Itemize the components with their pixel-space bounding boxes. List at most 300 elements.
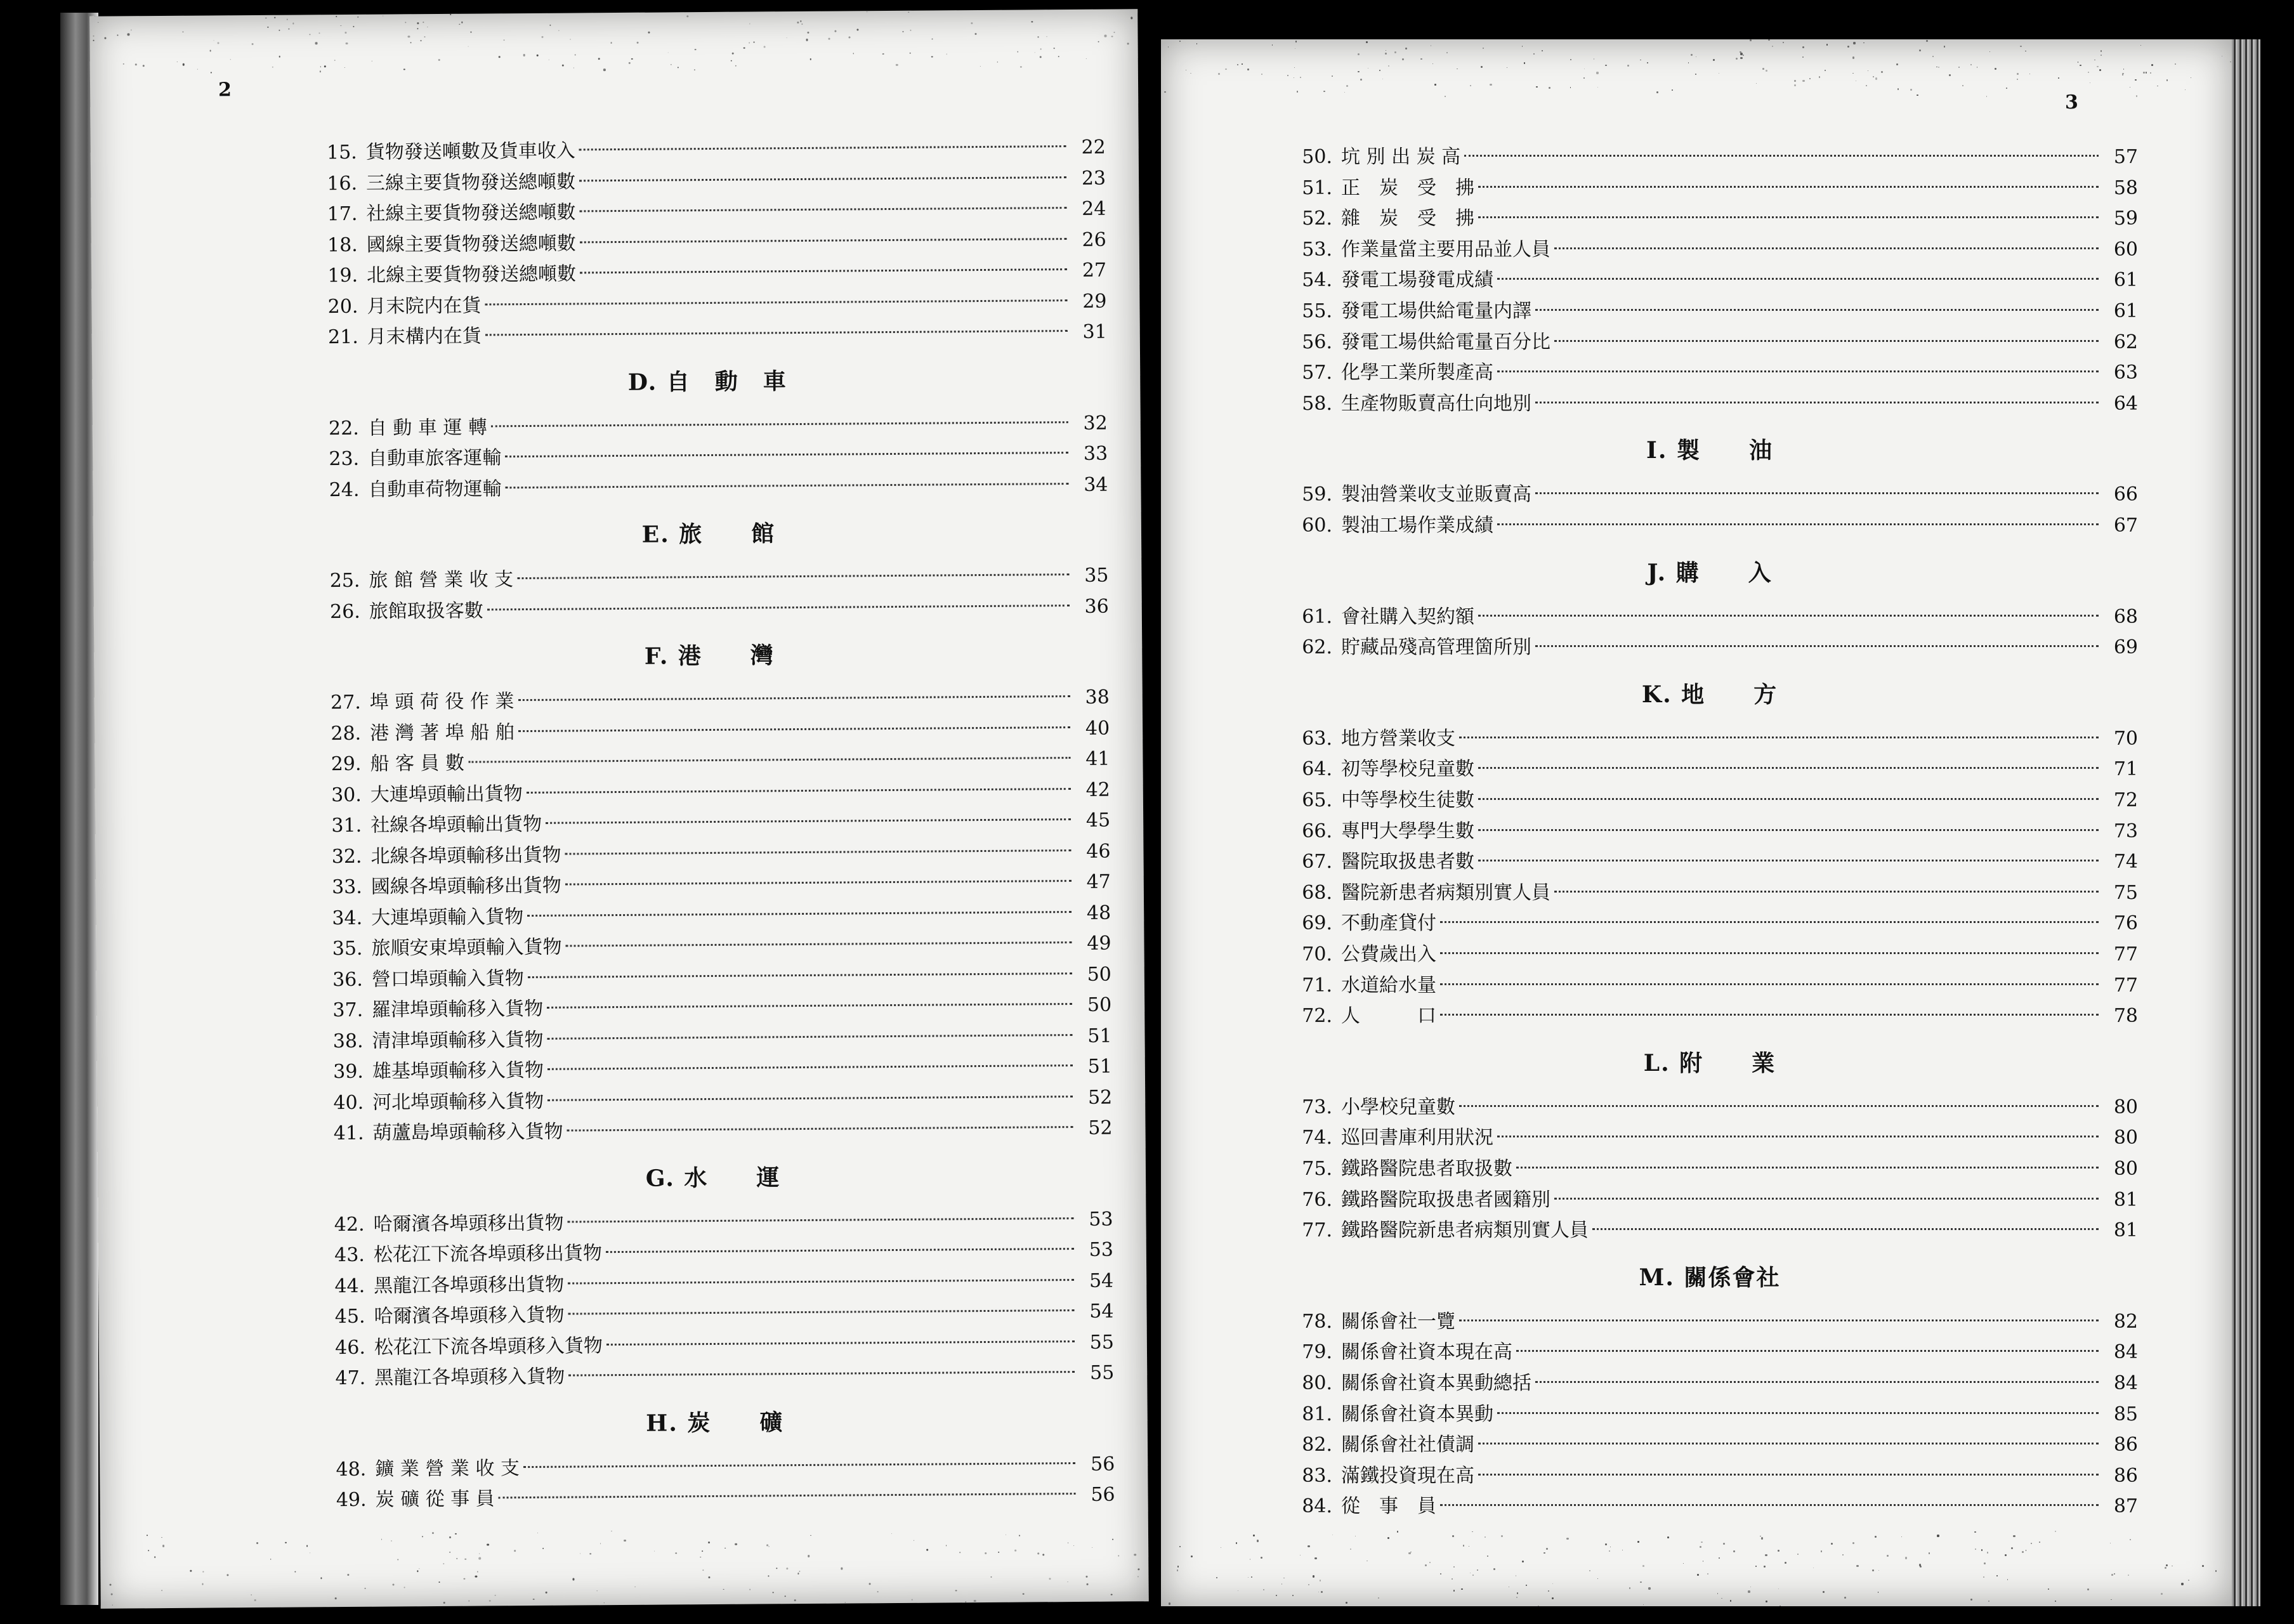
entry-title: 鐵路醫院新患者病類別實人員: [1341, 1219, 1589, 1242]
left-page: [89, 9, 1148, 1608]
entry-number: 68.: [1302, 881, 1332, 904]
dot-leader: [1592, 1228, 2099, 1230]
paper-speck: [1640, 1581, 1641, 1583]
entry-number: 54.: [1302, 269, 1332, 292]
paper-speck: [1766, 70, 1767, 72]
paper-speck: [1852, 56, 1854, 58]
entry-number: 30.: [331, 783, 362, 806]
paper-speck: [1981, 1549, 1983, 1551]
paper-speck: [776, 1568, 777, 1569]
entry-page-number: 80: [2113, 1127, 2138, 1149]
dot-leader: [565, 849, 1071, 855]
entry-page-number: 78: [2113, 1005, 2138, 1028]
paper-speck: [810, 1535, 811, 1536]
entry-title: 自動車旅客運輸: [368, 447, 502, 470]
paper-speck: [176, 61, 177, 62]
paper-speck: [1366, 41, 1368, 43]
paper-speck: [533, 1599, 534, 1600]
paper-speck: [603, 69, 605, 71]
entry-page-number: 23: [1081, 167, 1106, 190]
entry-title: 哈爾濱各埠頭移入貨物: [374, 1304, 565, 1328]
dot-leader: [580, 268, 1067, 273]
paper-speck: [1755, 1566, 1757, 1567]
paper-speck: [197, 69, 198, 70]
entry-title: 黑龍江各埠頭移入貨物: [374, 1365, 565, 1389]
entry-page-number: 46: [1086, 840, 1111, 863]
paper-speck: [2011, 1547, 2013, 1549]
paper-speck: [1218, 73, 1220, 75]
entry-title: 關係會社社債調: [1341, 1434, 1474, 1457]
paper-speck: [1032, 21, 1033, 22]
paper-speck: [503, 39, 504, 41]
paper-speck: [1988, 1601, 1989, 1602]
toc-entry: [315, 1330, 1114, 1361]
paper-speck: [499, 56, 501, 58]
paper-speck: [1987, 1552, 1988, 1553]
paper-speck: [598, 58, 600, 60]
toc-entry: [1281, 1402, 2138, 1427]
paper-speck: [1177, 1566, 1179, 1568]
paper-speck: [1114, 32, 1115, 33]
entry-number: 21.: [327, 325, 358, 349]
paper-speck: [1609, 1550, 1610, 1552]
entry-page-number: 56: [1091, 1483, 1115, 1506]
paper-speck: [1938, 67, 1939, 68]
entry-number: 53.: [1302, 238, 1332, 261]
paper-speck: [1308, 1584, 1309, 1585]
dot-leader: [568, 1217, 1074, 1223]
paper-speck: [2055, 1531, 2056, 1532]
paper-speck: [1743, 55, 1744, 56]
dot-leader: [485, 299, 1067, 305]
entry-page-number: 84: [2113, 1341, 2138, 1364]
paper-speck: [1472, 1575, 1474, 1576]
dot-leader: [527, 788, 1071, 794]
dot-leader: [1478, 829, 2099, 831]
toc-entry: [311, 777, 1110, 808]
paper-speck: [1713, 59, 1715, 61]
entry-page-number: 24: [1082, 197, 1106, 220]
paper-speck: [381, 1539, 383, 1540]
paper-speck: [908, 11, 909, 12]
paper-speck: [443, 1602, 445, 1604]
paper-speck: [1190, 73, 1191, 74]
paper-speck: [631, 58, 632, 60]
paper-speck: [2172, 1566, 2173, 1567]
toc-entry: [1281, 1095, 2138, 1120]
entry-title: 關係會社一覽: [1341, 1310, 1455, 1333]
toc-entry: [1281, 726, 2138, 752]
paper-speck: [1656, 91, 1658, 93]
entry-number: 65.: [1302, 789, 1332, 811]
dot-leader: [1554, 247, 2099, 249]
paper-speck: [1434, 84, 1436, 85]
paper-speck: [1038, 1553, 1040, 1555]
paper-speck: [2006, 88, 2007, 89]
dot-leader: [468, 757, 1070, 763]
paper-speck: [735, 65, 737, 66]
entry-page-number: 64: [2113, 392, 2138, 415]
paper-speck: [422, 1536, 423, 1537]
paper-speck: [562, 64, 564, 66]
entry-title: 社線主要貨物發送總噸數: [366, 201, 576, 225]
paper-speck: [1276, 1595, 1278, 1597]
paper-speck: [1785, 1562, 1786, 1564]
paper-speck: [1111, 36, 1113, 37]
dot-leader: [1478, 1443, 2099, 1444]
entry-page-number: 32: [1083, 412, 1108, 435]
paper-speck: [1287, 75, 1288, 76]
dot-leader: [580, 238, 1067, 243]
paper-speck: [1802, 80, 1804, 82]
entry-page-number: 75: [2113, 881, 2138, 904]
paper-speck: [1896, 63, 1898, 65]
entry-number: 60.: [1302, 514, 1332, 537]
toc-entry: [312, 1023, 1111, 1054]
entry-title: 營口埠頭輸入貨物: [371, 967, 524, 991]
paper-speck: [797, 1573, 799, 1574]
paper-speck: [1552, 1583, 1553, 1584]
paper-speck: [2099, 69, 2101, 71]
paper-speck: [1457, 69, 1458, 70]
entry-page-number: 81: [2113, 1219, 2138, 1242]
entry-title: 葫蘆島埠頭輸移入貨物: [372, 1120, 563, 1144]
paper-speck: [550, 24, 551, 25]
paper-speck: [1020, 66, 1021, 67]
paper-speck: [2166, 79, 2168, 81]
dot-leader: [1535, 402, 2099, 403]
paper-speck: [1164, 91, 1166, 93]
paper-speck: [1387, 1537, 1389, 1539]
paper-speck: [335, 1598, 336, 1599]
paper-speck: [580, 1553, 581, 1554]
entry-page-number: 50: [1087, 963, 1111, 986]
entry-page-number: 52: [1087, 1086, 1113, 1109]
toc-entry: [313, 1207, 1113, 1238]
paper-speck: [2039, 1542, 2040, 1543]
entry-number: 33.: [332, 875, 362, 899]
paper-speck: [1379, 70, 1380, 71]
paper-speck: [161, 1590, 162, 1591]
entry-title: 河北埠頭輸移入貨物: [372, 1090, 544, 1114]
entry-number: 18.: [327, 233, 358, 256]
paper-speck: [1237, 64, 1238, 65]
paper-speck: [1257, 1540, 1259, 1542]
paper-speck: [443, 1563, 444, 1564]
entry-title: 雄基埠頭輸移入貨物: [372, 1059, 544, 1083]
dot-leader: [579, 176, 1066, 181]
dot-leader: [1440, 1504, 2099, 1506]
paper-speck: [1049, 1578, 1051, 1580]
entry-title: 關係會社資本異動: [1341, 1403, 1493, 1425]
entry-title: 北線各埠頭輸移出貨物: [370, 844, 561, 868]
entry-page-number: 51: [1087, 1055, 1112, 1078]
paper-speck: [393, 1583, 395, 1585]
toc-entry: [307, 227, 1106, 258]
toc-entry: [1281, 513, 2138, 539]
paper-speck: [1986, 96, 1988, 97]
dot-leader: [547, 1064, 1073, 1070]
toc-entry: [1281, 942, 2138, 967]
dot-leader: [1535, 1381, 2099, 1383]
paper-speck: [183, 63, 185, 65]
paper-speck: [675, 1552, 677, 1554]
paper-speck: [980, 66, 981, 67]
paper-speck: [2005, 1554, 2007, 1556]
paper-speck: [1485, 1536, 1486, 1538]
paper-speck: [708, 1576, 710, 1578]
paper-speck: [1358, 53, 1360, 55]
entry-number: 42.: [334, 1213, 365, 1236]
paper-speck: [1501, 1535, 1503, 1537]
paper-speck: [624, 1540, 626, 1542]
paper-speck: [408, 36, 410, 37]
entry-number: 69.: [1302, 912, 1332, 935]
paper-speck: [461, 22, 463, 23]
entry-title: 化學工業所製產高: [1341, 362, 1493, 384]
entry-number: 15.: [326, 141, 357, 164]
paper-speck: [1522, 1561, 1524, 1562]
entry-title: 製油營業收支並販賣高: [1341, 483, 1531, 506]
paper-speck: [1688, 62, 1689, 63]
entry-page-number: 45: [1085, 809, 1111, 832]
entry-number: 39.: [333, 1060, 364, 1084]
section-heading: M. 關係會社: [1639, 1264, 1781, 1291]
entry-number: 48.: [336, 1458, 367, 1481]
paper-speck: [1087, 1583, 1089, 1585]
paper-speck: [848, 36, 850, 38]
paper-speck: [1683, 1563, 1684, 1564]
paper-speck: [1548, 1590, 1549, 1592]
paper-speck: [272, 67, 273, 68]
paper-speck: [959, 1552, 960, 1553]
paper-speck: [542, 36, 543, 37]
paper-speck: [123, 63, 124, 64]
paper-speck: [1691, 54, 1693, 56]
paper-speck: [346, 43, 348, 44]
paper-speck: [1261, 74, 1262, 75]
paper-speck: [2161, 1593, 2163, 1595]
paper-speck: [809, 58, 811, 60]
paper-speck: [1866, 85, 1867, 86]
dot-leader: [1497, 1412, 2099, 1414]
paper-speck: [1236, 1542, 1238, 1544]
dot-leader: [565, 880, 1072, 886]
toc-entry: [313, 1116, 1112, 1147]
paper-speck: [1253, 1535, 1254, 1536]
paper-speck: [1974, 1531, 1976, 1533]
dot-leader: [1497, 278, 2099, 280]
entry-title: 人 口: [1341, 1005, 1436, 1028]
paper-speck: [1294, 67, 1295, 68]
toc-entry: [306, 166, 1106, 197]
paper-speck: [869, 1583, 871, 1585]
paper-speck: [1589, 1570, 1590, 1571]
paper-speck: [251, 43, 254, 46]
paper-speck: [1701, 1542, 1702, 1543]
paper-speck: [891, 1533, 892, 1534]
section-heading: K. 地 方: [1641, 681, 1778, 708]
entry-number: 75.: [1302, 1158, 1332, 1180]
dot-leader: [547, 1034, 1073, 1040]
paper-speck: [2181, 1583, 2183, 1585]
entry-number: 70.: [1302, 943, 1332, 966]
dot-leader: [1440, 952, 2099, 954]
paper-speck: [1697, 1574, 1699, 1576]
paper-speck: [801, 23, 803, 25]
paper-speck: [910, 29, 911, 30]
paper-speck: [753, 41, 754, 43]
toc-entry: [1281, 1125, 2138, 1151]
paper-speck: [537, 55, 539, 56]
paper-speck: [1432, 63, 1433, 64]
entry-page-number: 34: [1084, 473, 1108, 496]
paper-speck: [1408, 1552, 1410, 1554]
dot-leader: [1516, 1350, 2099, 1352]
entry-number: 81.: [1302, 1403, 1332, 1425]
paper-speck: [1919, 49, 1921, 51]
paper-speck: [1179, 1546, 1181, 1547]
entry-number: 80.: [1302, 1372, 1332, 1394]
dot-leader: [547, 1096, 1073, 1101]
paper-speck: [549, 59, 550, 60]
paper-speck: [1104, 35, 1106, 37]
dot-leader: [523, 1462, 1075, 1468]
paper-speck: [1647, 62, 1649, 64]
dot-leader: [491, 421, 1068, 427]
paper-speck: [2017, 73, 2019, 75]
paper-speck: [1385, 53, 1387, 55]
entry-title: 旅 館 營 業 收 支: [369, 568, 514, 592]
dot-leader: [1497, 1136, 2099, 1137]
paper-speck: [1778, 1588, 1779, 1589]
toc-entry: [313, 1054, 1112, 1085]
paper-speck: [336, 16, 337, 17]
paper-speck: [1517, 1592, 1518, 1594]
toc-entry: [1281, 1218, 2138, 1243]
toc-entry: [1281, 973, 2138, 999]
paper-speck: [955, 1590, 957, 1592]
paper-speck: [1402, 58, 1404, 60]
entry-number: 50.: [1302, 146, 1332, 168]
paper-speck: [1944, 46, 1946, 48]
entry-page-number: 55: [1089, 1361, 1115, 1384]
entry-page-number: 42: [1085, 778, 1110, 801]
dot-leader: [1459, 1320, 2099, 1321]
paper-speck: [162, 1545, 164, 1547]
paper-speck: [1764, 1566, 1765, 1567]
paper-speck: [600, 1543, 601, 1544]
entry-title: 發電工場發電成績: [1341, 269, 1493, 292]
paper-speck: [475, 1576, 477, 1578]
entry-number: 40.: [333, 1091, 364, 1114]
paper-speck: [2157, 86, 2158, 87]
entry-title: 貨物發送噸數及貨車收入: [365, 140, 575, 164]
entry-page-number: 87: [2113, 1495, 2138, 1518]
entry-title: 松花江下流各埠頭移入貨物: [374, 1334, 603, 1359]
paper-speck: [1452, 1535, 1454, 1537]
paper-speck: [799, 1571, 800, 1572]
paper-speck: [1937, 1535, 1939, 1536]
entry-title: 發電工場供給電量百分比: [1341, 331, 1550, 353]
dot-leader: [547, 1003, 1072, 1009]
paper-speck: [1594, 58, 1595, 60]
paper-speck: [1901, 1536, 1902, 1537]
paper-speck: [766, 1544, 768, 1546]
paper-speck: [723, 1589, 724, 1590]
paper-speck: [1014, 1550, 1016, 1552]
paper-speck: [806, 39, 808, 41]
paper-speck: [749, 23, 750, 25]
entry-number: 59.: [1302, 483, 1332, 506]
paper-speck: [1461, 1588, 1463, 1590]
entry-title: 正 炭 受 拂: [1341, 176, 1474, 199]
entry-number: 82.: [1302, 1434, 1332, 1457]
paper-speck: [456, 1558, 457, 1559]
entry-title: 醫院取扱患者數: [1341, 851, 1474, 874]
paper-speck: [597, 1590, 598, 1591]
toc-entry: [312, 962, 1111, 993]
entry-page-number: 85: [2113, 1403, 2138, 1425]
dot-leader: [1554, 340, 2099, 342]
entry-page-number: 84: [2113, 1372, 2138, 1394]
paper-speck: [310, 34, 311, 36]
paper-speck: [455, 1533, 457, 1535]
paper-speck: [2151, 64, 2153, 66]
entry-number: 58.: [1302, 392, 1332, 415]
toc-entry: [1281, 176, 2138, 201]
toc-entry: [1281, 145, 2138, 170]
paper-speck: [2048, 1588, 2049, 1590]
dot-leader: [606, 1248, 1074, 1253]
paper-speck: [210, 50, 211, 51]
paper-speck: [1958, 67, 1960, 68]
paper-speck: [1970, 64, 1972, 65]
paper-speck: [1748, 1590, 1750, 1592]
dot-leader: [485, 330, 1068, 336]
entry-number: 57.: [1302, 362, 1332, 384]
toc-entry: [1281, 757, 2138, 782]
paper-speck: [1549, 87, 1550, 89]
toc-entry: [1281, 849, 2138, 875]
paper-speck: [546, 1592, 547, 1593]
paper-speck: [931, 39, 933, 40]
paper-speck: [1507, 67, 1508, 69]
paper-speck: [2123, 69, 2125, 70]
paper-speck: [1695, 74, 1696, 75]
entry-number: 73.: [1302, 1096, 1332, 1118]
paper-speck: [1042, 1554, 1044, 1555]
entry-page-number: 31: [1082, 320, 1107, 343]
paper-speck: [1977, 67, 1978, 68]
paper-speck: [1388, 65, 1389, 67]
paper-speck: [117, 35, 119, 36]
paper-speck: [479, 1557, 481, 1559]
paper-speck: [294, 1571, 296, 1573]
paper-speck: [2007, 1579, 2008, 1580]
entry-number: 26.: [329, 600, 360, 623]
paper-speck: [1191, 1555, 1193, 1557]
paper-speck: [946, 1545, 947, 1547]
entry-title: 專門大學學生數: [1341, 820, 1474, 842]
dot-leader: [505, 452, 1068, 457]
entry-title: 生產物販賣高仕向地別: [1341, 392, 1531, 415]
entry-number: 37.: [332, 999, 364, 1022]
entry-title: 國線各埠頭輸移出貨物: [370, 874, 561, 898]
toc-entry: [1281, 1004, 2138, 1029]
paper-speck: [334, 60, 335, 61]
entry-title: 水道給水量: [1341, 974, 1436, 997]
